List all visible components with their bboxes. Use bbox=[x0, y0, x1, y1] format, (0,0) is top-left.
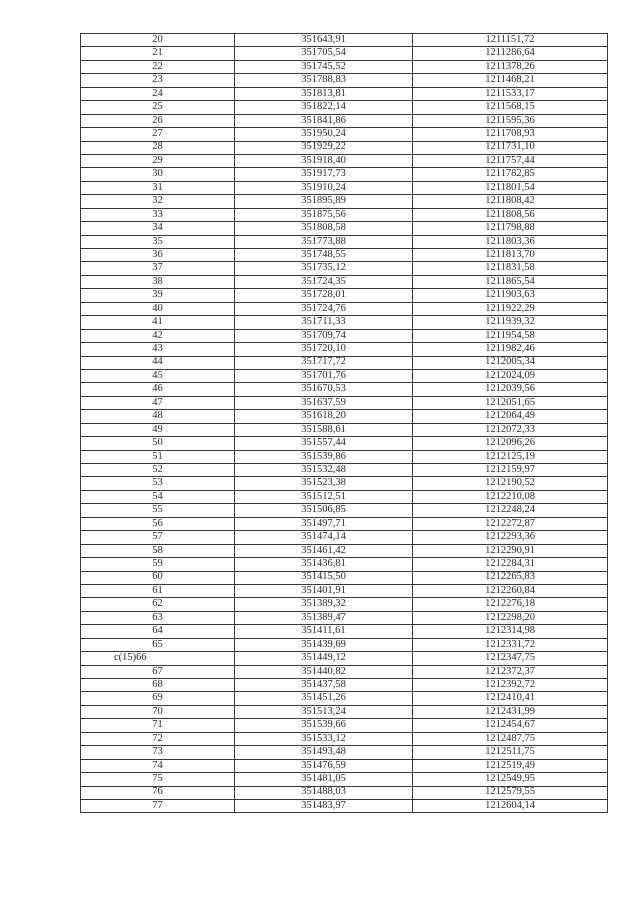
table-row bbox=[81, 638, 608, 651]
table-row bbox=[81, 141, 608, 154]
point-number-cell: 74 bbox=[81, 759, 235, 772]
table-row bbox=[81, 47, 608, 60]
table-row bbox=[81, 343, 608, 356]
table-row bbox=[81, 450, 608, 463]
y-coordinate-cell: 1212024,09 bbox=[413, 369, 608, 382]
y-coordinate-cell: 1212511,75 bbox=[413, 746, 608, 759]
table-row bbox=[81, 598, 608, 611]
y-coordinate-cell: 1212284,31 bbox=[413, 558, 608, 571]
y-coordinate-cell: 1212096,26 bbox=[413, 437, 608, 450]
y-coordinate-cell: 1212265,83 bbox=[413, 571, 608, 584]
y-coordinate-cell: 1211939,32 bbox=[413, 316, 608, 329]
point-number-cell: 58 bbox=[81, 544, 235, 557]
table-row bbox=[81, 746, 608, 759]
point-number-cell: 37 bbox=[81, 262, 235, 275]
table-row bbox=[81, 786, 608, 799]
y-coordinate-cell: 1212276,18 bbox=[413, 598, 608, 611]
point-number-cell: 36 bbox=[81, 249, 235, 262]
x-coordinate-cell: 351788,83 bbox=[235, 74, 413, 87]
table-row bbox=[81, 423, 608, 436]
x-coordinate-cell: 351451,26 bbox=[235, 692, 413, 705]
point-number-cell: 46 bbox=[81, 383, 235, 396]
point-number-cell: 38 bbox=[81, 275, 235, 288]
x-coordinate-cell: 351709,74 bbox=[235, 329, 413, 342]
point-number-cell: 39 bbox=[81, 289, 235, 302]
x-coordinate-cell: 351745,52 bbox=[235, 60, 413, 73]
x-coordinate-cell: 351875,56 bbox=[235, 208, 413, 221]
table-row bbox=[81, 195, 608, 208]
x-coordinate-cell: 351533,12 bbox=[235, 732, 413, 745]
x-coordinate-cell: 351720,10 bbox=[235, 343, 413, 356]
y-coordinate-cell: 1212487,75 bbox=[413, 732, 608, 745]
table-row bbox=[81, 383, 608, 396]
point-number-cell: 28 bbox=[81, 141, 235, 154]
x-coordinate-cell: 351711,33 bbox=[235, 316, 413, 329]
x-coordinate-cell: 351488,03 bbox=[235, 786, 413, 799]
x-coordinate-cell: 351440,82 bbox=[235, 665, 413, 678]
y-coordinate-cell: 1212372,37 bbox=[413, 665, 608, 678]
point-number-cell: 31 bbox=[81, 181, 235, 194]
point-number-cell: 26 bbox=[81, 114, 235, 127]
point-number-cell: 72 bbox=[81, 732, 235, 745]
y-coordinate-cell: 1211782,85 bbox=[413, 168, 608, 181]
table-row bbox=[81, 316, 608, 329]
y-coordinate-cell: 1212298,20 bbox=[413, 611, 608, 624]
table-row bbox=[81, 262, 608, 275]
x-coordinate-cell: 351539,66 bbox=[235, 719, 413, 732]
x-coordinate-cell: 351929,22 bbox=[235, 141, 413, 154]
point-number-cell: 60 bbox=[81, 571, 235, 584]
point-number-cell: 29 bbox=[81, 154, 235, 167]
point-number-cell: 23 bbox=[81, 74, 235, 87]
y-coordinate-cell: 1212431,99 bbox=[413, 705, 608, 718]
point-number-cell: 44 bbox=[81, 356, 235, 369]
y-coordinate-cell: 1211813,70 bbox=[413, 249, 608, 262]
x-coordinate-cell: 351539,86 bbox=[235, 450, 413, 463]
table-row bbox=[81, 356, 608, 369]
point-number-cell: 54 bbox=[81, 490, 235, 503]
y-coordinate-cell: 1211568,15 bbox=[413, 101, 608, 114]
table-row bbox=[81, 705, 608, 718]
point-number-cell: 57 bbox=[81, 531, 235, 544]
x-coordinate-cell: 351483,97 bbox=[235, 799, 413, 812]
x-coordinate-cell: 351461,42 bbox=[235, 544, 413, 557]
table-row bbox=[81, 168, 608, 181]
y-coordinate-cell: 1212314,98 bbox=[413, 625, 608, 638]
y-coordinate-cell: 1211595,36 bbox=[413, 114, 608, 127]
table-row bbox=[81, 759, 608, 772]
x-coordinate-cell: 351474,14 bbox=[235, 531, 413, 544]
x-coordinate-cell: 351813,81 bbox=[235, 87, 413, 100]
point-number-cell: 77 bbox=[81, 799, 235, 812]
x-coordinate-cell: 351643,91 bbox=[235, 34, 413, 47]
point-number-cell: c(15)66 bbox=[81, 652, 235, 665]
x-coordinate-cell: 351618,20 bbox=[235, 410, 413, 423]
point-number-cell: 62 bbox=[81, 598, 235, 611]
table-row bbox=[81, 289, 608, 302]
x-coordinate-cell: 351717,72 bbox=[235, 356, 413, 369]
point-number-cell: 41 bbox=[81, 316, 235, 329]
table-row bbox=[81, 369, 608, 382]
point-number-cell: 52 bbox=[81, 464, 235, 477]
table-row bbox=[81, 679, 608, 692]
point-number-cell: 48 bbox=[81, 410, 235, 423]
table-row bbox=[81, 584, 608, 597]
y-coordinate-cell: 1212272,87 bbox=[413, 517, 608, 530]
y-coordinate-cell: 1212125,19 bbox=[413, 450, 608, 463]
point-number-cell: 24 bbox=[81, 87, 235, 100]
point-number-cell: 32 bbox=[81, 195, 235, 208]
x-coordinate-cell: 351822,14 bbox=[235, 101, 413, 114]
y-coordinate-cell: 1212579,55 bbox=[413, 786, 608, 799]
x-coordinate-cell: 351808,58 bbox=[235, 222, 413, 235]
table-row bbox=[81, 302, 608, 315]
y-coordinate-cell: 1212454,67 bbox=[413, 719, 608, 732]
y-coordinate-cell: 1212410,41 bbox=[413, 692, 608, 705]
y-coordinate-cell: 1211798,88 bbox=[413, 222, 608, 235]
x-coordinate-cell: 351415,50 bbox=[235, 571, 413, 584]
table-row bbox=[81, 692, 608, 705]
y-coordinate-cell: 1212331,72 bbox=[413, 638, 608, 651]
x-coordinate-cell: 351637,59 bbox=[235, 396, 413, 409]
table-row bbox=[81, 544, 608, 557]
x-coordinate-cell: 351895,89 bbox=[235, 195, 413, 208]
point-number-cell: 68 bbox=[81, 679, 235, 692]
y-coordinate-cell: 1211286,64 bbox=[413, 47, 608, 60]
coordinates-table-body bbox=[81, 34, 608, 813]
x-coordinate-cell: 351389,47 bbox=[235, 611, 413, 624]
table-row bbox=[81, 437, 608, 450]
point-number-cell: 70 bbox=[81, 705, 235, 718]
point-number-cell: 51 bbox=[81, 450, 235, 463]
y-coordinate-cell: 1212519,49 bbox=[413, 759, 608, 772]
y-coordinate-cell: 1212260,84 bbox=[413, 584, 608, 597]
y-coordinate-cell: 1212392,72 bbox=[413, 679, 608, 692]
y-coordinate-cell: 1211731,10 bbox=[413, 141, 608, 154]
x-coordinate-cell: 351910,24 bbox=[235, 181, 413, 194]
table-row bbox=[81, 74, 608, 87]
x-coordinate-cell: 351557,44 bbox=[235, 437, 413, 450]
point-number-cell: 56 bbox=[81, 517, 235, 530]
y-coordinate-cell: 1211903,63 bbox=[413, 289, 608, 302]
y-coordinate-cell: 1212604,14 bbox=[413, 799, 608, 812]
x-coordinate-cell: 351506,85 bbox=[235, 504, 413, 517]
table-row bbox=[81, 235, 608, 248]
y-coordinate-cell: 1211982,46 bbox=[413, 343, 608, 356]
table-row bbox=[81, 732, 608, 745]
point-number-cell: 73 bbox=[81, 746, 235, 759]
x-coordinate-cell: 351401,91 bbox=[235, 584, 413, 597]
y-coordinate-cell: 1211533,17 bbox=[413, 87, 608, 100]
x-coordinate-cell: 351724,76 bbox=[235, 302, 413, 315]
table-row bbox=[81, 329, 608, 342]
point-number-cell: 49 bbox=[81, 423, 235, 436]
y-coordinate-cell: 1212039,56 bbox=[413, 383, 608, 396]
y-coordinate-cell: 1211151,72 bbox=[413, 34, 608, 47]
x-coordinate-cell: 351523,38 bbox=[235, 477, 413, 490]
x-coordinate-cell: 351389,32 bbox=[235, 598, 413, 611]
point-number-cell: 76 bbox=[81, 786, 235, 799]
table-row bbox=[81, 34, 608, 47]
y-coordinate-cell: 1212159,97 bbox=[413, 464, 608, 477]
table-row bbox=[81, 396, 608, 409]
x-coordinate-cell: 351588,61 bbox=[235, 423, 413, 436]
point-number-cell: 33 bbox=[81, 208, 235, 221]
x-coordinate-cell: 351950,24 bbox=[235, 128, 413, 141]
table-row bbox=[81, 208, 608, 221]
point-number-cell: 43 bbox=[81, 343, 235, 356]
table-row bbox=[81, 222, 608, 235]
y-coordinate-cell: 1211922,29 bbox=[413, 302, 608, 315]
point-number-cell: 75 bbox=[81, 773, 235, 786]
table-row bbox=[81, 490, 608, 503]
table-row bbox=[81, 531, 608, 544]
x-coordinate-cell: 351449,12 bbox=[235, 652, 413, 665]
x-coordinate-cell: 351748,55 bbox=[235, 249, 413, 262]
x-coordinate-cell: 351701,76 bbox=[235, 369, 413, 382]
x-coordinate-cell: 351773,88 bbox=[235, 235, 413, 248]
point-number-cell: 34 bbox=[81, 222, 235, 235]
table-row bbox=[81, 477, 608, 490]
y-coordinate-cell: 1211801,54 bbox=[413, 181, 608, 194]
x-coordinate-cell: 351411,61 bbox=[235, 625, 413, 638]
point-number-cell: 30 bbox=[81, 168, 235, 181]
x-coordinate-cell: 351670,53 bbox=[235, 383, 413, 396]
table-row bbox=[81, 114, 608, 127]
y-coordinate-cell: 1212210,08 bbox=[413, 490, 608, 503]
table-row bbox=[81, 625, 608, 638]
table-row bbox=[81, 87, 608, 100]
table-row bbox=[81, 504, 608, 517]
x-coordinate-cell: 351705,54 bbox=[235, 47, 413, 60]
y-coordinate-cell: 1211378,26 bbox=[413, 60, 608, 73]
point-number-cell: 40 bbox=[81, 302, 235, 315]
x-coordinate-cell: 351513,24 bbox=[235, 705, 413, 718]
point-number-cell: 35 bbox=[81, 235, 235, 248]
point-number-cell: 71 bbox=[81, 719, 235, 732]
y-coordinate-cell: 1212072,33 bbox=[413, 423, 608, 436]
table-row bbox=[81, 181, 608, 194]
x-coordinate-cell: 351735,12 bbox=[235, 262, 413, 275]
y-coordinate-cell: 1212005,34 bbox=[413, 356, 608, 369]
point-number-cell: 61 bbox=[81, 584, 235, 597]
x-coordinate-cell: 351436,81 bbox=[235, 558, 413, 571]
x-coordinate-cell: 351532,48 bbox=[235, 464, 413, 477]
y-coordinate-cell: 1211831,58 bbox=[413, 262, 608, 275]
point-number-cell: 42 bbox=[81, 329, 235, 342]
point-number-cell: 64 bbox=[81, 625, 235, 638]
point-number-cell: 69 bbox=[81, 692, 235, 705]
point-number-cell: 21 bbox=[81, 47, 235, 60]
table-row bbox=[81, 571, 608, 584]
x-coordinate-cell: 351512,51 bbox=[235, 490, 413, 503]
x-coordinate-cell: 351476,59 bbox=[235, 759, 413, 772]
y-coordinate-cell: 1212347,75 bbox=[413, 652, 608, 665]
table-row bbox=[81, 410, 608, 423]
x-coordinate-cell: 351437,58 bbox=[235, 679, 413, 692]
point-number-cell: 22 bbox=[81, 60, 235, 73]
point-number-cell: 50 bbox=[81, 437, 235, 450]
point-number-cell: 65 bbox=[81, 638, 235, 651]
y-coordinate-cell: 1211808,56 bbox=[413, 208, 608, 221]
point-number-cell: 53 bbox=[81, 477, 235, 490]
y-coordinate-cell: 1212549,95 bbox=[413, 773, 608, 786]
table-row bbox=[81, 665, 608, 678]
x-coordinate-cell: 351481,05 bbox=[235, 773, 413, 786]
x-coordinate-cell: 351439,69 bbox=[235, 638, 413, 651]
y-coordinate-cell: 1212248,24 bbox=[413, 504, 608, 517]
table-row bbox=[81, 154, 608, 167]
point-number-cell: 25 bbox=[81, 101, 235, 114]
x-coordinate-cell: 351728,01 bbox=[235, 289, 413, 302]
table-row bbox=[81, 249, 608, 262]
y-coordinate-cell: 1212064,49 bbox=[413, 410, 608, 423]
point-number-cell: 63 bbox=[81, 611, 235, 624]
y-coordinate-cell: 1211808,42 bbox=[413, 195, 608, 208]
point-number-cell: 27 bbox=[81, 128, 235, 141]
table-row bbox=[81, 517, 608, 530]
table-row bbox=[81, 101, 608, 114]
table-row bbox=[81, 275, 608, 288]
table-row bbox=[81, 773, 608, 786]
table-row bbox=[81, 464, 608, 477]
y-coordinate-cell: 1212190,52 bbox=[413, 477, 608, 490]
y-coordinate-cell: 1211954,58 bbox=[413, 329, 608, 342]
table-row bbox=[81, 558, 608, 571]
point-number-cell: 45 bbox=[81, 369, 235, 382]
table-row bbox=[81, 60, 608, 73]
y-coordinate-cell: 1211708,93 bbox=[413, 128, 608, 141]
x-coordinate-cell: 351917,73 bbox=[235, 168, 413, 181]
point-number-cell: 59 bbox=[81, 558, 235, 571]
y-coordinate-cell: 1212051,65 bbox=[413, 396, 608, 409]
table-row bbox=[81, 611, 608, 624]
x-coordinate-cell: 351497,71 bbox=[235, 517, 413, 530]
y-coordinate-cell: 1211865,54 bbox=[413, 275, 608, 288]
y-coordinate-cell: 1211803,36 bbox=[413, 235, 608, 248]
x-coordinate-cell: 351918,40 bbox=[235, 154, 413, 167]
table-row bbox=[81, 652, 608, 665]
y-coordinate-cell: 1211757,44 bbox=[413, 154, 608, 167]
table-row bbox=[81, 719, 608, 732]
point-number-cell: 47 bbox=[81, 396, 235, 409]
point-number-cell: 20 bbox=[81, 34, 235, 47]
coordinates-table bbox=[80, 33, 608, 813]
y-coordinate-cell: 1212293,36 bbox=[413, 531, 608, 544]
y-coordinate-cell: 1212290,91 bbox=[413, 544, 608, 557]
table-row bbox=[81, 799, 608, 812]
x-coordinate-cell: 351493,48 bbox=[235, 746, 413, 759]
x-coordinate-cell: 351841,86 bbox=[235, 114, 413, 127]
point-number-cell: 67 bbox=[81, 665, 235, 678]
x-coordinate-cell: 351724,35 bbox=[235, 275, 413, 288]
y-coordinate-cell: 1211468,21 bbox=[413, 74, 608, 87]
table-row bbox=[81, 128, 608, 141]
point-number-cell: 55 bbox=[81, 504, 235, 517]
